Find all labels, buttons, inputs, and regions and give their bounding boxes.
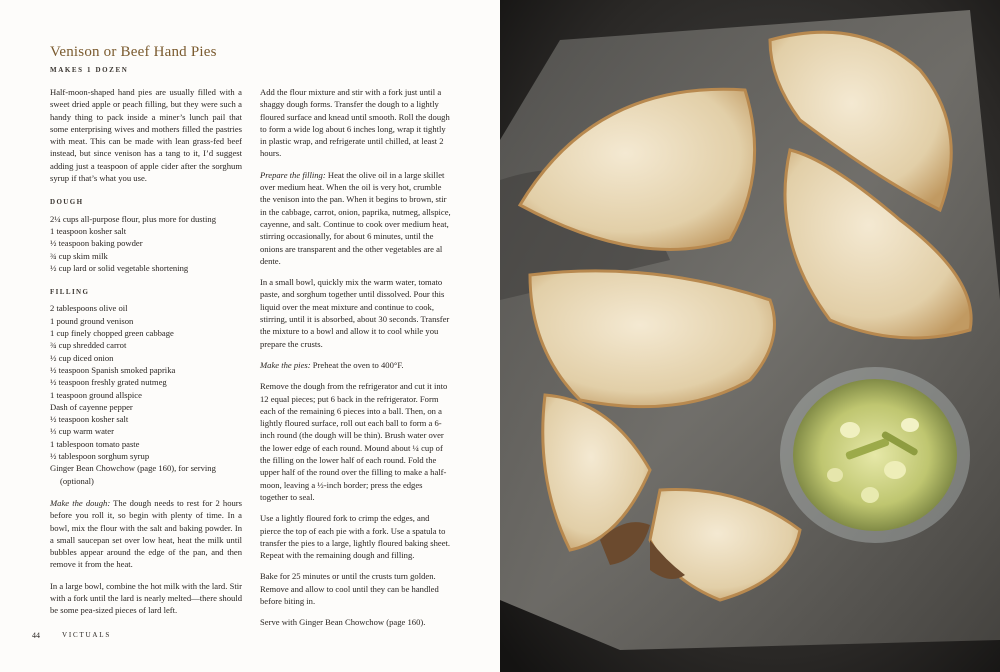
prepare-filling-text: Heat the olive oil in a large skillet over medium heat. When the oil is very hot, crumble the venison into the pan. When it begins to brown, stir in the cabbage, carrot, onion, paprika, nutmeg, allspice, cayenne, and salt. Continue to cook over medium heat, stirring occasionally, for about 6 minutes, until the onions are transparent and the other vegetables are al dente. (260, 169, 451, 266)
bean (901, 418, 919, 432)
prepare-filling-step (260, 169, 452, 267)
bean (884, 461, 906, 479)
dough-ingredient-list (50, 213, 242, 274)
food-photo (500, 0, 1000, 672)
filling-ingredient: Ginger Bean Chowchow (page 160), for serving (optional) (50, 463, 216, 486)
chowchow (793, 379, 957, 531)
filling-ingredient: ½ cup diced onion (50, 352, 114, 363)
page-number: 44 (32, 631, 40, 640)
filling-heading: FILLING (50, 288, 90, 297)
dough-heading: DOUGH (50, 198, 84, 207)
filling-ingredient: ½ teaspoon kosher salt (50, 414, 129, 425)
filling-ingredient: 2 tablespoons olive oil (50, 303, 128, 314)
make-pies-step (260, 359, 452, 371)
intro-paragraph: Half-moon-shaped hand pies are usually filled with a sweet dried apple or peach filling, but they were such a handy thing to pack inside a miner’s lunch pail that some enterprising wives and mothers filled the pastries with meat. This can be made with lean grass-fed beef instead, but since venison has a tang to it, I’d suggest adding just a teaspoon of apple cider after the sorghum syrup if that’s what you use. (50, 87, 242, 184)
roll-step: Remove the dough from the refrigerator and cut it into 12 equal pieces; put 6 back in the refrigerator. Form each of the remaining 6 pieces into a ball. Then, on a lightly floured surface, roll out each ball to form a 6-inch round (the dough will be thin). Brush water over the lower edge of each round. Mound about ¼ cup of the filling on the lower half of each round. Fold the upper half of the round over the filling to make a half-moon, leaving a ½-inch border; press the edges together to seal. (260, 381, 448, 502)
make-pies-text: Preheat the oven to 400°F. (310, 359, 404, 370)
dough-ingredient: ½ cup lard or solid vegetable shortening (50, 262, 189, 273)
hand-pies-photo-illustration (500, 0, 1000, 672)
bean (840, 422, 860, 438)
bowl-step: In a small bowl, quickly mix the warm water, tomato paste, and sorghum together until dissolved. Pour this liquid over the meat mixture and continue to cook, stirring, until it is absorbed, about 30 seconds. Transfer the mixture to a bowl and allow it to cool while you prepare the crusts. (260, 277, 450, 349)
fork-step: Use a lightly floured fork to crimp the edges, and pierce the top of each pie with a fork. Use a spatula to transfer the pies to a large, lightly floured baking sheet. Repeat with the remaining dough and filling. (260, 513, 451, 561)
bean (827, 468, 843, 482)
filling-ingredient-list (50, 302, 242, 486)
dough-ingredient: 1 teaspoon kosher salt (50, 225, 127, 236)
serve-step: Serve with Ginger Bean Chowchow (page 160). (260, 617, 426, 628)
filling-ingredient: ½ teaspoon freshly grated nutmeg (50, 377, 167, 388)
dough-ingredient: ¾ cup skim milk (50, 250, 108, 261)
filling-ingredient: ½ teaspoon Spanish smoked paprika (50, 364, 176, 375)
make-dough-text: The dough needs to rest for 2 hours before you roll it, so begin with plenty of time. In a bowl, mix the flour with the salt and baking powder. In a small saucepan set over low heat, heat the milk until bubbles appear around the edge of the pan, and then remove it from the heat. (50, 497, 243, 570)
dough-ingredient: 2¼ cups all-purpose flour, plus more for dusting (50, 213, 217, 224)
book-title-footer: VICTUALS (62, 631, 112, 639)
dough-ingredient: ½ teaspoon baking powder (50, 238, 143, 249)
prepare-filling-label: Prepare the filling: (260, 169, 326, 180)
filling-ingredient: Dash of cayenne pepper (50, 401, 133, 412)
filling-ingredient: 1 cup finely chopped green cabbage (50, 328, 174, 339)
flour-step: Add the flour mixture and stir with a fork just until a shaggy dough forms. Transfer the dough to a lightly floured surface and knead until smooth. Roll the dough to form a wide log about 6 inches long, wrap it tightly in plastic wrap, and refrigerate until chilled, at least 2 hours. (260, 87, 450, 159)
lard-step: In a large bowl, combine the hot milk with the lard. Stir with a fork until the lard is nearly melted—there should be some pea-sized pieces of lard left. (50, 580, 242, 616)
filling-ingredient: ½ tablespoon sorghum syrup (50, 451, 150, 462)
bake-step: Bake for 25 minutes or until the crusts turn golden. Remove and allow to cool until they can be handled before biting in. (260, 571, 439, 606)
make-pies-label: Make the pies: (260, 359, 311, 370)
filling-ingredient: 1 tablespoon tomato paste (50, 438, 140, 449)
bean (861, 487, 879, 503)
recipe-yield: MAKES 1 DOZEN (50, 66, 129, 74)
filling-ingredient: ⅓ cup warm water (50, 426, 114, 437)
recipe-title: Venison or Beef Hand Pies (50, 44, 217, 60)
filling-ingredient: 1 pound ground venison (50, 315, 134, 326)
column-right (260, 86, 452, 638)
filling-ingredient: 1 teaspoon ground allspice (50, 389, 142, 400)
column-left (50, 86, 242, 626)
make-dough-label: Make the dough: (50, 497, 111, 508)
hand-pie (530, 271, 775, 407)
make-dough-step (50, 497, 242, 571)
filling-ingredient: ¾ cup shredded carrot (50, 340, 127, 351)
